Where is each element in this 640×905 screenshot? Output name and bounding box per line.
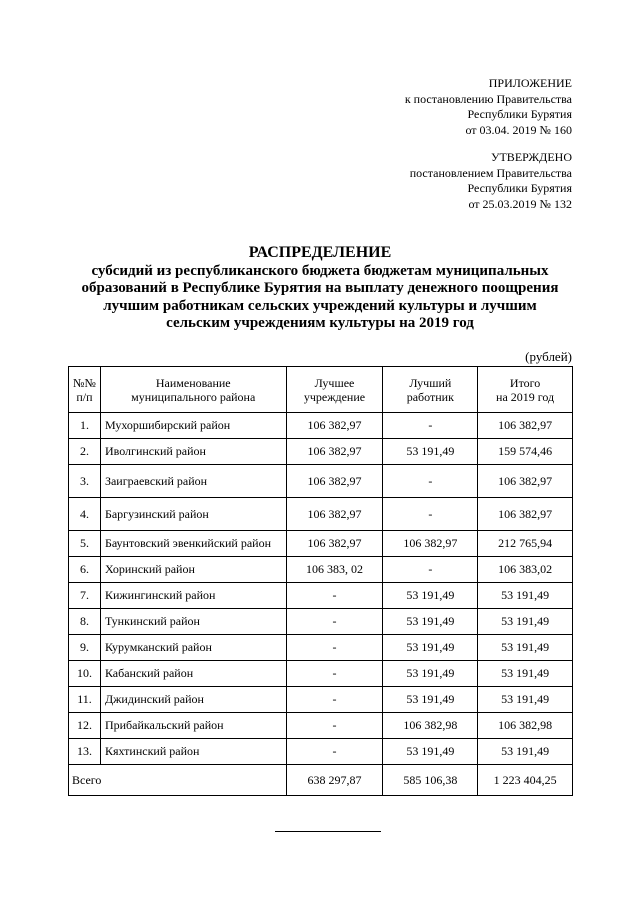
header-best-worker: Лучший работник — [383, 367, 478, 413]
appendix-block — [405, 76, 572, 138]
district-name: Баунтовский эвенкийский район — [100, 531, 286, 557]
district-name: Баргузинский район — [100, 498, 286, 531]
row-number: 2. — [69, 439, 101, 465]
total-institution: 638 297,87 — [286, 765, 383, 796]
district-name: Тункинский район — [100, 609, 286, 635]
approved-line: Республики Бурятия — [467, 181, 572, 195]
approved-block — [410, 150, 572, 212]
table-row — [69, 465, 573, 498]
district-name: Мухоршибирский район — [100, 413, 286, 439]
subsidy-table — [68, 366, 573, 796]
best-worker-value: - — [383, 498, 478, 531]
district-name: Кижингинский район — [100, 583, 286, 609]
best-institution-value: - — [286, 635, 383, 661]
total-sum: 1 223 404,25 — [478, 765, 573, 796]
best-worker-value: 53 191,49 — [383, 609, 478, 635]
table-row — [69, 713, 573, 739]
row-total-value: 159 574,46 — [478, 439, 573, 465]
row-number: 8. — [69, 609, 101, 635]
row-number: 6. — [69, 557, 101, 583]
best-institution-value: - — [286, 661, 383, 687]
total-row — [69, 765, 573, 796]
district-name: Джидинский район — [100, 687, 286, 713]
district-name: Иволгинский район — [100, 439, 286, 465]
best-worker-value: 53 191,49 — [383, 583, 478, 609]
best-worker-value: 53 191,49 — [383, 635, 478, 661]
row-total-value: 212 765,94 — [478, 531, 573, 557]
best-institution-value: 106 382,97 — [286, 439, 383, 465]
best-worker-value: - — [383, 557, 478, 583]
best-institution-value: 106 382,97 — [286, 531, 383, 557]
approved-date: от 25.03.2019 № 132 — [468, 196, 572, 211]
table-row — [69, 498, 573, 531]
header-name: Наименование муниципального района — [100, 367, 286, 413]
best-worker-value: 106 382,98 — [383, 713, 478, 739]
district-name: Кабанский район — [100, 661, 286, 687]
row-number: 5. — [69, 531, 101, 557]
best-institution-value: - — [286, 609, 383, 635]
title-main: РАСПРЕДЕЛЕНИЕ — [248, 244, 392, 261]
table-row — [69, 687, 573, 713]
row-total-value: 106 382,97 — [478, 413, 573, 439]
best-institution-value: 106 382,97 — [286, 465, 383, 498]
appendix-line: к постановлению Правительства — [404, 91, 572, 106]
best-institution-value: 106 382,97 — [286, 413, 383, 439]
district-name: Курумканский район — [100, 635, 286, 661]
footer-divider — [275, 831, 381, 832]
appendix-line: Республики Бурятия — [467, 107, 572, 121]
row-total-value: 53 191,49 — [478, 609, 573, 635]
best-worker-value: 53 191,49 — [383, 739, 478, 765]
table-row — [69, 609, 573, 635]
district-name: Кяхтинский район — [100, 739, 286, 765]
district-name: Заиграевский район — [100, 465, 286, 498]
best-institution-value: - — [286, 713, 383, 739]
row-number: 11. — [69, 687, 101, 713]
table-row — [69, 583, 573, 609]
row-number: 7. — [69, 583, 101, 609]
table-row — [69, 413, 573, 439]
row-total-value: 106 382,98 — [478, 713, 573, 739]
best-institution-value: 106 383, 02 — [286, 557, 383, 583]
best-worker-value: 106 382,97 — [383, 531, 478, 557]
district-name: Прибайкальский район — [100, 713, 286, 739]
row-total-value: 106 382,97 — [478, 465, 573, 498]
best-worker-value: 53 191,49 — [383, 687, 478, 713]
row-number: 3. — [69, 465, 101, 498]
appendix-date: от 03.04. 2019 № 160 — [465, 122, 572, 137]
table-row — [69, 557, 573, 583]
appendix-heading: ПРИЛОЖЕНИЕ — [488, 76, 572, 90]
row-total-value: 106 382,97 — [478, 498, 573, 531]
row-number: 10. — [69, 661, 101, 687]
header-total: Итого на 2019 год — [478, 367, 573, 413]
header-num: №№ п/п — [69, 367, 101, 413]
approved-line: постановлением Правительства — [409, 165, 572, 180]
best-worker-value: - — [383, 465, 478, 498]
table-row — [69, 739, 573, 765]
total-label: Всего — [69, 765, 287, 796]
table-row — [69, 439, 573, 465]
row-number: 13. — [69, 739, 101, 765]
title-line: лучшим работникам сельских учреждений культуры и лучшим — [103, 297, 537, 314]
best-institution-value: - — [286, 687, 383, 713]
approved-heading: УТВЕРЖДЕНО — [490, 150, 572, 164]
units-label: (рублей) — [525, 349, 572, 364]
row-total-value: 53 191,49 — [478, 661, 573, 687]
best-worker-value: - — [383, 413, 478, 439]
document-title — [60, 244, 580, 333]
best-institution-value: 106 382,97 — [286, 498, 383, 531]
header-best-institution: Лучшее учреждение — [286, 367, 383, 413]
title-line: сельским учреждениям культуры на 2019 год — [166, 315, 474, 331]
row-total-value: 106 383,02 — [478, 557, 573, 583]
row-number: 12. — [69, 713, 101, 739]
row-number: 1. — [69, 413, 101, 439]
table-row — [69, 661, 573, 687]
table-header-row — [69, 367, 573, 413]
best-worker-value: 53 191,49 — [383, 439, 478, 465]
best-institution-value: - — [286, 739, 383, 765]
title-line: образований в Республике Бурятия на выплату денежного поощрения — [81, 280, 559, 296]
row-total-value: 53 191,49 — [478, 583, 573, 609]
row-total-value: 53 191,49 — [478, 687, 573, 713]
best-worker-value: 53 191,49 — [383, 661, 478, 687]
total-worker: 585 106,38 — [383, 765, 478, 796]
title-line: субсидий из республиканского бюджета бюджетам муниципальных — [91, 262, 549, 279]
row-total-value: 53 191,49 — [478, 739, 573, 765]
row-number: 4. — [69, 498, 101, 531]
row-total-value: 53 191,49 — [478, 635, 573, 661]
row-number: 9. — [69, 635, 101, 661]
table-row — [69, 635, 573, 661]
table-row — [69, 531, 573, 557]
best-institution-value: - — [286, 583, 383, 609]
district-name: Хоринский район — [100, 557, 286, 583]
